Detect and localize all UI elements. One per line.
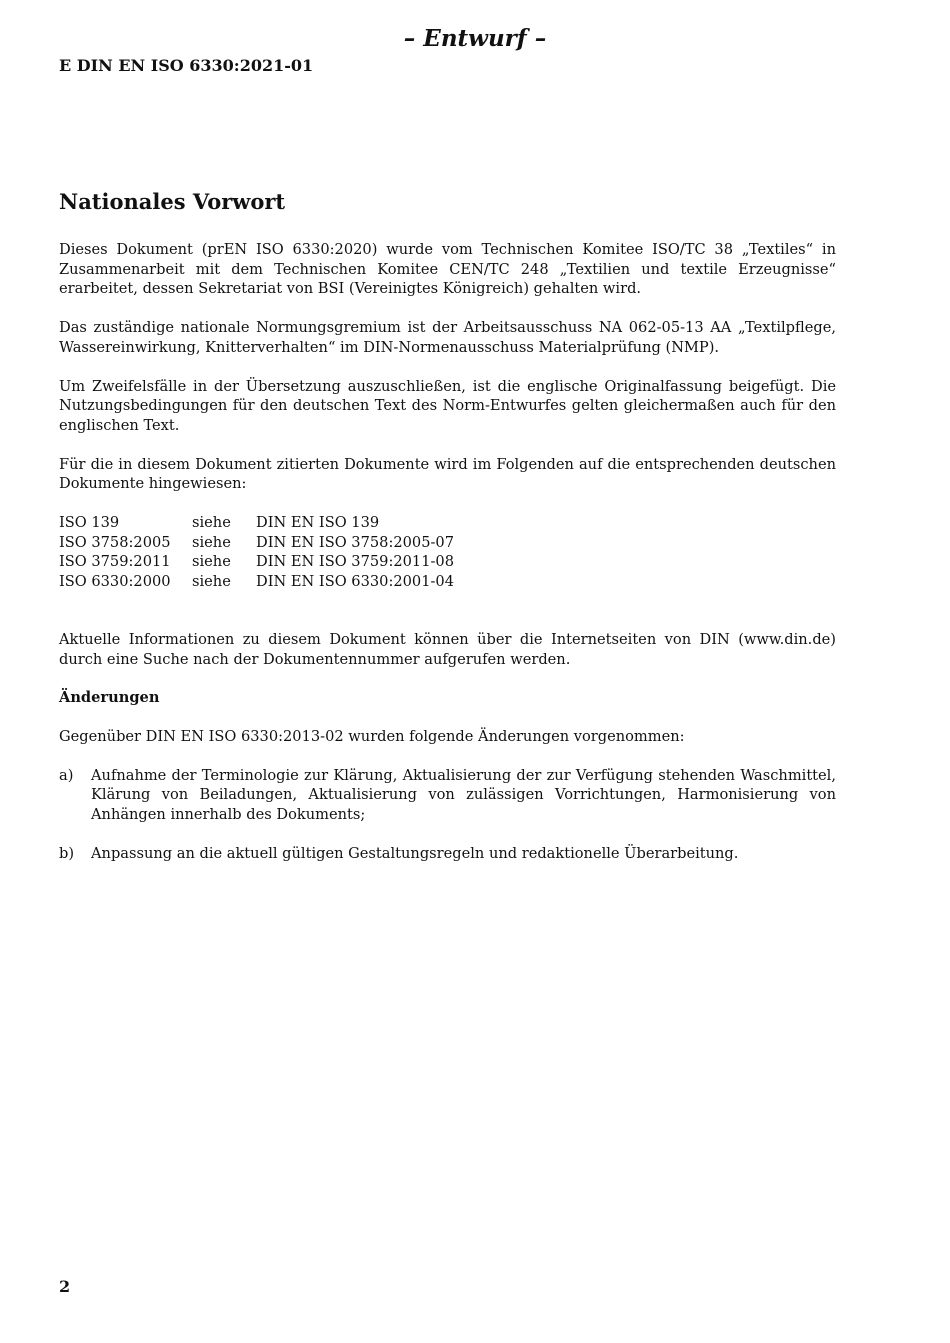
reference-siehe: siehe — [192, 573, 231, 591]
reference-iso: ISO 139 — [59, 514, 120, 532]
paragraph-references-intro: Für die in diesem Dokument zitierten Dokumente wird im Folgenden auf die entsprechenden deutschen Dokumente hingewiesen: — [59, 455, 836, 493]
reference-din: DIN EN ISO 3758:2005-07 — [256, 533, 454, 551]
paragraph-committee: Dieses Dokument (prEN ISO 6330:2020) wurde vom Technischen Komitee ISO/TC 38 „Textiles“ in Zusammenarbeit mit dem Technischen Komitee CEN/TC 248 „Textilien und textile Erzeugnisse“ erarbeitet, dessen Sekretariat von BSI (Vereinigtes Königreich) gehalten wird. — [59, 241, 836, 298]
reference-iso: ISO 6330:2000 — [59, 573, 171, 591]
changes-heading: Änderungen — [59, 689, 160, 707]
list-marker: a) — [59, 766, 74, 784]
list-item — [59, 844, 836, 864]
paragraph-info: Aktuelle Informationen zu diesem Dokument können über die Internetseiten von DIN (www.din.de) durch eine Suche nach der Dokumentennummer aufgerufen werden. — [59, 630, 836, 668]
table-row — [59, 513, 454, 533]
reference-siehe: siehe — [192, 553, 231, 571]
list-item-text: Aufnahme der Terminologie zur Klärung, Aktualisierung der zur Verfügung stehenden Waschmittel, Klärung von Beiladungen, Aktualisierung von zulässigen Vorrichtungen, Harmonisierung von Anhängen innerhalb des Dokuments; — [91, 766, 836, 824]
reference-din: DIN EN ISO 6330:2001-04 — [256, 573, 454, 591]
changes-intro: Gegenüber DIN EN ISO 6330:2013-02 wurden folgende Änderungen vorgenommen: — [59, 727, 685, 745]
paragraph-translation: Um Zweifelsfälle in der Übersetzung auszuschließen, ist die englische Originalfassung beigefügt. Die Nutzungsbedingungen für den deutschen Text des Norm-Entwurfes gelten gleichermaßen auch für den englischen Text. — [59, 377, 836, 434]
section-title: Nationales Vorwort — [59, 189, 286, 214]
reference-table — [59, 513, 454, 592]
paragraph-standards-body: Das zuständige nationale Normungsgremium ist der Arbeitsausschuss NA 062-05-13 AA „Textilpflege, Wassereinwirkung, Knitterverhalten“ im DIN-Normenausschuss Materialprüfung (NMP). — [59, 319, 836, 356]
page-number: 2 — [59, 1277, 71, 1296]
document-id-header: E DIN EN ISO 6330:2021-01 — [59, 56, 314, 75]
table-row — [59, 572, 454, 592]
draft-watermark-title: – Entwurf – — [403, 25, 547, 52]
reference-siehe: siehe — [192, 533, 231, 551]
list-item-text: Anpassung an die aktuell gültigen Gestaltungsregeln und redaktionelle Überarbeitung. — [91, 844, 739, 862]
reference-iso: ISO 3758:2005 — [59, 533, 171, 551]
list-item — [59, 766, 836, 825]
reference-din: DIN EN ISO 3759:2011-08 — [256, 553, 454, 571]
table-row — [59, 533, 454, 553]
table-row — [59, 552, 454, 572]
reference-siehe: siehe — [192, 514, 231, 532]
reference-iso: ISO 3759:2011 — [59, 553, 171, 571]
page-content — [59, 188, 836, 882]
reference-din: DIN EN ISO 139 — [256, 514, 380, 532]
list-marker: b) — [59, 844, 75, 862]
